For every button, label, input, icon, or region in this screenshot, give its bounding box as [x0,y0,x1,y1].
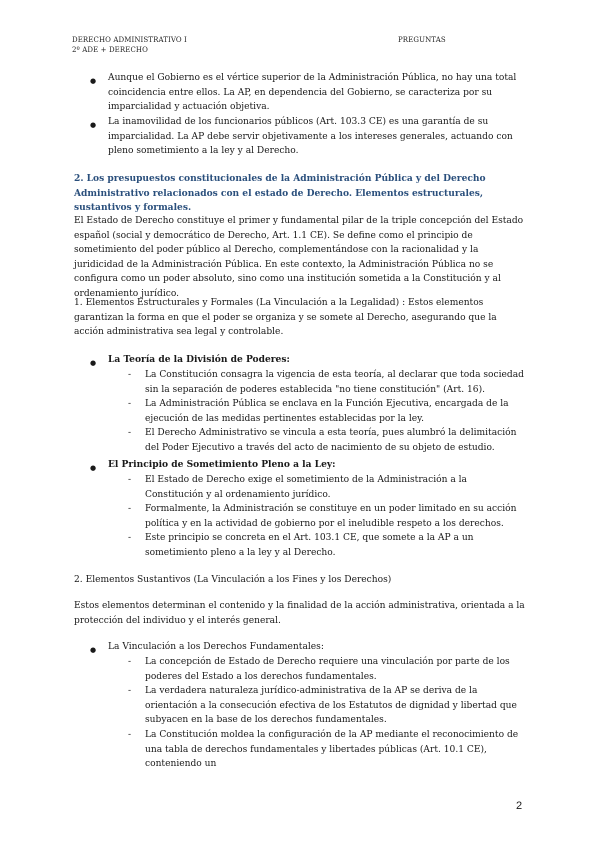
list-item [0,115,600,159]
list-item [0,71,600,115]
bullet-dot-icon: ● [90,359,97,367]
dash-text: La Constitución consagra la vigencia de esta teoría, al declarar que toda sociedad sin la separación de poderes establecida "no tiene constitución" (Art. 16). [145,370,524,395]
dash-text: La Administración Pública se enclava en la Función Ejecutiva, encargada de la ejecución de las medidas pertinentes establecidas por la ley. [145,399,509,424]
bullet-dot-icon: ● [90,464,97,472]
list-item [0,426,600,455]
list-item [0,531,600,560]
header-left-line2: 2º ADE + DERECHO [72,46,148,54]
list-item [0,640,600,655]
dash-icon: - [128,370,132,380]
derechos-title: La Vinculación a los Derechos Fundamentales: [108,642,324,652]
list-item [0,368,600,397]
bullet-dot-icon: ● [90,121,97,129]
list-item [0,473,600,502]
dash-icon: - [128,657,132,667]
derechos-list [0,640,600,770]
division-list [0,353,600,455]
list-item [0,728,600,770]
part2-heading: 2. Elementos Sustantivos (La Vinculación a los Fines y los Derechos) [74,575,392,585]
dash-icon: - [128,533,132,543]
division-title: La Teoría de la División de Poderes: [108,354,290,365]
dash-text: La Constitución moldea la configuración de la AP mediante el reconocimiento de una tabla de derechos fundamentales y libertades públicas (Art. 10.1 CE), conteniendo un [145,730,519,770]
intro-paragraph: El Estado de Derecho constituye el primer y fundamental pilar de la triple concepción del Estado español (social y democrático de Derecho, Art. 1.1 CE). Se define como el principio de sometimiento del poder público al Derecho, complementándose con la racionalidad y la juridicidad de la Administración Pública. En este contexto, la Administración Pública no se configura como un poder absoluto, sino como una institución sometida a la Constitución y al ordenamiento jurídico. [74,216,524,299]
dash-icon: - [128,475,132,485]
part1-paragraph: 1. Elementos Estructurales y Formales (La Vinculación a la Legalidad) : Estos elementos garantizan la forma en que el poder se organiza y se somete al Derecho, asegurando que la acción administrativa sea legal y controlable. [74,298,497,338]
bullet-text: Aunque el Gobierno es el vértice superior de la Administración Pública, no hay una total coincidencia entre ellos. La AP, en dependencia del Gobierno, se caracteriza por su imparcialidad y actuación objetiva. [108,73,517,113]
header-right: PREGUNTAS [398,36,446,44]
page-number: 2 [516,800,523,812]
dash-icon: - [128,730,132,740]
dash-text: La verdadera naturaleza jurídico-administrativa de la AP se deriva de la orientación a la consecución efectiva de los Estatutos de dignidad y libertad que subyacen en la base de los derechos fundamentales. [145,686,517,726]
bullet-dot-icon: ● [90,77,97,85]
dash-text: Formalmente, la Administración se constituye en un poder limitado en su acción política y en la actividad de gobierno por el ineludible respeto a los derechos. [145,504,517,529]
list-item [0,353,600,368]
sometimiento-list [0,458,600,560]
header-left-line1: DERECHO ADMINISTRATIVO I [72,36,187,44]
dash-icon: - [128,686,132,696]
list-item [0,684,600,728]
bullet-list-top [0,71,600,159]
list-item [0,397,600,426]
dash-icon: - [128,428,132,438]
dash-text: El Estado de Derecho exige el sometimiento de la Administración a la Constitución y al ordenamiento jurídico. [145,475,467,500]
bullet-text: La inamovilidad de los funcionarios públicos (Art. 103.3 CE) es una garantía de su imparcialidad. La AP debe servir objetivamente a los intereses generales, actuando con pleno sometimiento a la ley y al Derecho. [108,117,513,157]
dash-text: Este principio se concreta en el Art. 103.1 CE, que somete a la AP a un sometimiento pleno a la ley y al Derecho. [145,533,474,558]
dash-text: El Derecho Administrativo se vincula a esta teoría, pues alumbró la delimitación del Poder Ejecutivo a través del acto de nacimiento de su objeto de estudio. [145,428,517,453]
dash-icon: - [128,504,132,514]
sometimiento-title: El Principio de Sometimiento Pleno a la Ley: [108,459,336,470]
dash-text: La concepción de Estado de Derecho requiere una vinculación por parte de los poderes del Estado a los derechos fundamentales. [145,657,510,682]
section-heading: 2. Los presupuestos constitucionales de la Administración Pública y del Derecho Administrativo relacionados con el estado de Derecho. Elementos estructurales, sustantivos y formales. [74,173,486,214]
list-item [0,458,600,473]
list-item [0,655,600,684]
list-item [0,502,600,531]
part2-paragraph: Estos elementos determinan el contenido y la finalidad de la acción administrativa, orientada a la protección del individuo y el interés general. [74,601,525,626]
bullet-dot-icon: ● [90,646,97,654]
dash-icon: - [128,399,132,409]
